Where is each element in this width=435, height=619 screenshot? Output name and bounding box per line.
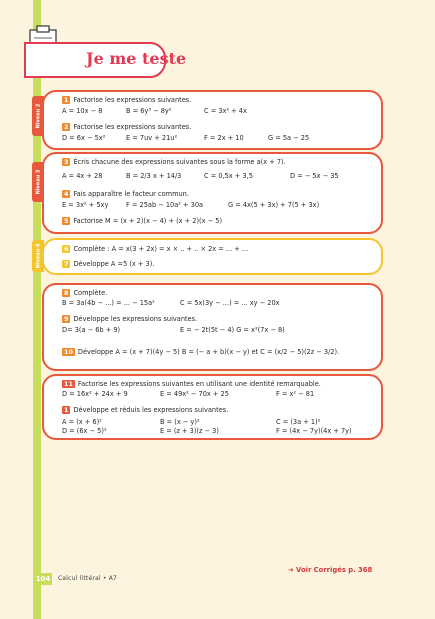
expression: D= 3(a − 6b + 9): [62, 326, 121, 334]
expression: A = (x + 6)²: [62, 418, 102, 426]
level-tag: Niveau 2: [32, 96, 44, 136]
expression: C = (3a + 1)²: [276, 418, 321, 426]
section-header: [24, 42, 187, 78]
corriges-link[interactable]: ➔ Voir Corrigés p. 368: [288, 566, 373, 574]
page-side-bar: [33, 0, 41, 619]
expression: B = 3a(4b − ...) = ... − 15a²: [62, 299, 155, 307]
expression: A = 10x − 8: [62, 107, 103, 115]
expression: D = − 5x − 35: [290, 172, 339, 180]
expression: D = (6x − 5)²: [62, 427, 107, 435]
expression: B = (x − y)²: [160, 418, 200, 426]
expression: A = 4x + 28: [62, 172, 103, 180]
expression: D = 16x² + 24x + 9: [62, 390, 128, 398]
expression: F = x² − 81: [276, 390, 315, 398]
expression: F = 25ab − 10a² + 30a: [126, 201, 204, 209]
ex10-statement: 10 Développe A = (x + 7)(4y − 5) B = (− a + b)(x − y) et C = (x/2 − 5)(2z − 3/2).: [64, 348, 340, 356]
exercise-box-1: [35, 90, 383, 150]
section-title: Je me teste: [86, 49, 187, 68]
chapter-label: Calcul littéral • A7: [58, 575, 118, 582]
ex1-instruction: 1 Factorise les expressions suivantes.: [64, 96, 192, 104]
exercise-box-5: [42, 374, 383, 440]
ex7-statement: 7 Développe A =5 (x + 3).: [64, 260, 155, 268]
page-number: 104: [35, 575, 51, 583]
expression: E = (z + 3)(z − 3): [160, 427, 219, 435]
expression: E = 3x² + 5xy: [62, 201, 109, 209]
ex9-instruction: 9 Développe les expressions suivantes.: [64, 315, 198, 323]
expression: G = 5a − 25: [268, 134, 310, 142]
expression: C = 3x² + 4x: [204, 107, 247, 115]
ex3-instruction: 3 Écris chacune des expressions suivantes sous la forme a(x + 7).: [64, 158, 286, 166]
ex8-instruction: 8 Complète.: [64, 289, 108, 297]
expression: D = 6x − 5x²: [62, 134, 106, 142]
ex12-instruction: 1 Développe et réduis les expressions suivantes.: [64, 406, 229, 414]
expression: G = 4x(5 + 3x) + 7(5 + 3x): [228, 201, 320, 209]
expression: B = 6y³ − 8y²: [126, 107, 172, 115]
expression: E = 7uv + 21u²: [126, 134, 178, 142]
expression: E = 49x² − 70x + 25: [160, 390, 229, 398]
expression: E = − 2t(5t − 4) G = x²(7x − 8): [180, 326, 285, 334]
exercise-box-4: [42, 283, 383, 371]
exercise-box-3: [35, 238, 383, 275]
exercise-box-2: [35, 152, 383, 234]
expression: B = 2/3 x + 14/3: [126, 172, 182, 180]
expression: F = (4x − 7y)(4x + 7y): [276, 427, 352, 435]
expression: C = 0,5x + 3,5: [204, 172, 253, 180]
expression: C = 5x(3y − ...) = ... xy − 20x: [180, 299, 280, 307]
level-tag: Niveau 4: [32, 240, 44, 272]
ex6-statement: 6 Complète : A = x(3 + 2x) = x × .. + .. × 2x = ... + ...: [64, 245, 249, 253]
ex11-instruction: 11 Factorise les expressions suivantes en utilisant une identité remarquable.: [64, 380, 321, 388]
level-tag: Niveau 3: [32, 162, 44, 202]
ex5-statement: 5 Factorise M = (x + 2)(x − 4) + (x + 2)(x − 5): [64, 217, 223, 225]
ex4-instruction: 4 Fais apparaître le facteur commun.: [64, 190, 189, 198]
expression: F = 2x + 10: [204, 134, 244, 142]
ex2-instruction: 2 Factorise les expressions suivantes.: [64, 123, 192, 131]
